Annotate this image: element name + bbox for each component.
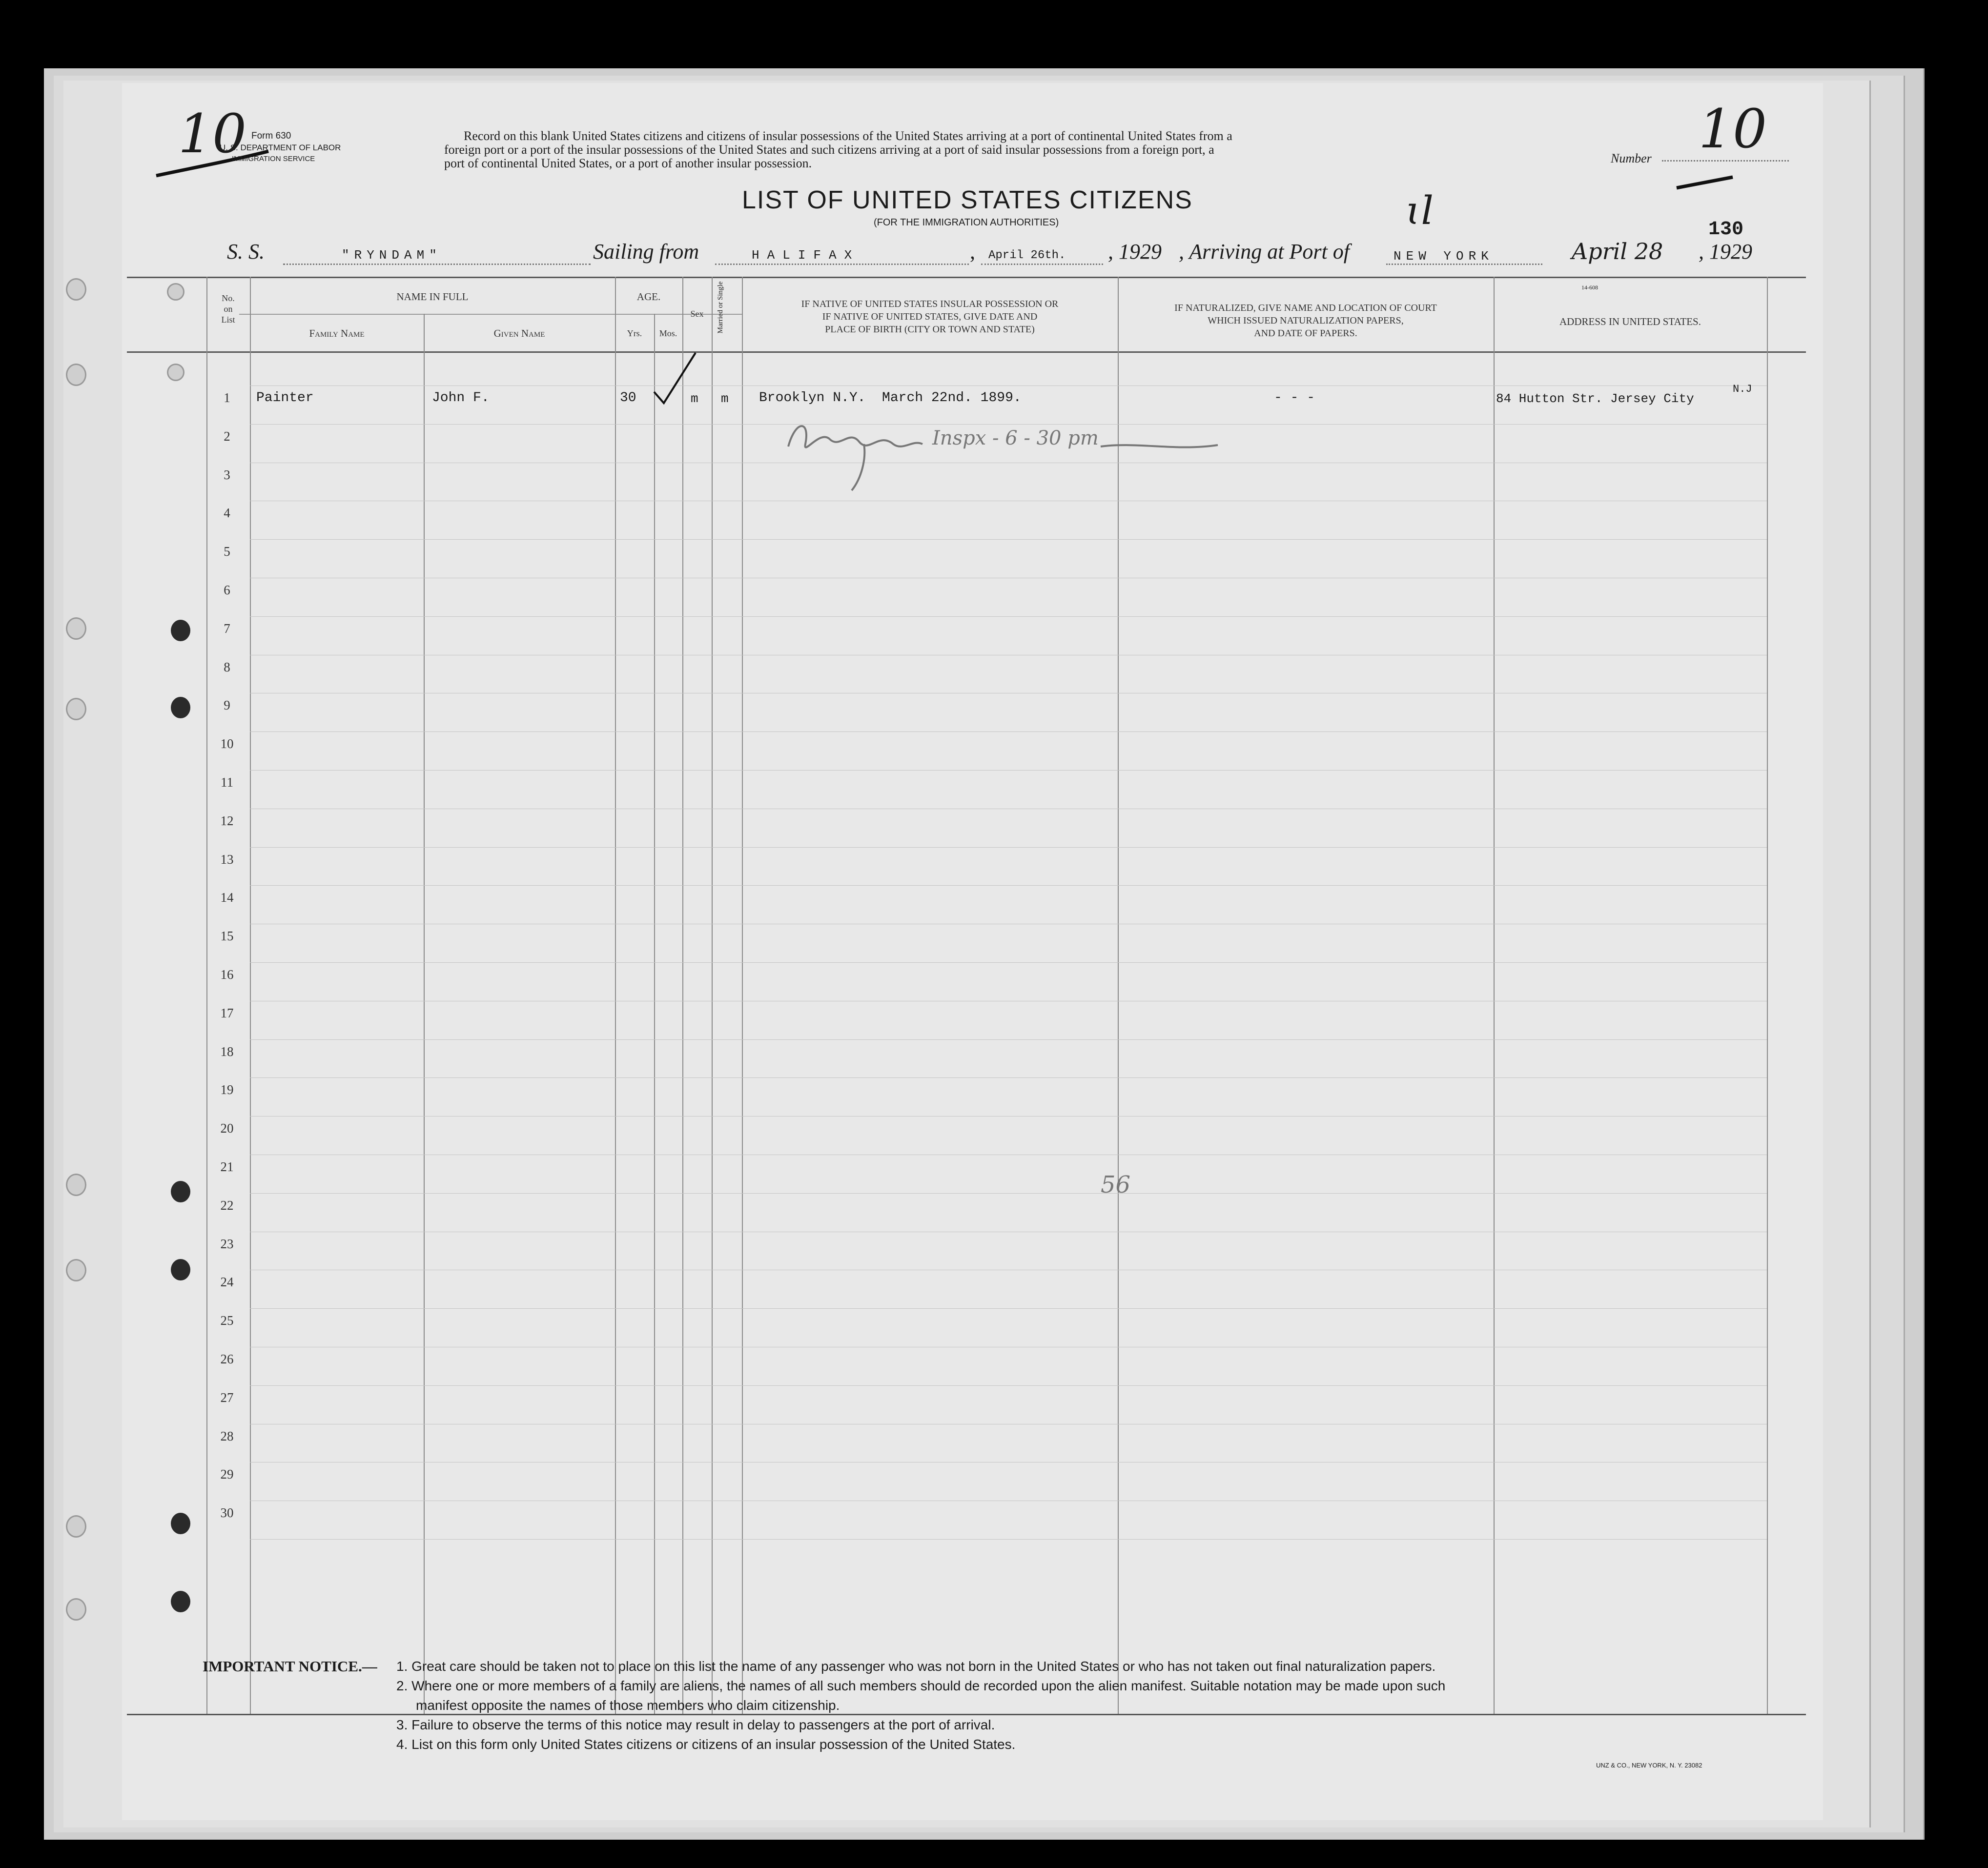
row-number: 24 (220, 1275, 234, 1290)
service: IMMIGRATION SERVICE (232, 155, 315, 163)
ss-label: S. S. (227, 240, 265, 264)
sailing-date: April 26th. (988, 249, 1066, 262)
row1-sex: m (691, 391, 698, 406)
header-age: AGE. (636, 291, 661, 303)
page-mark: 130 (1708, 219, 1744, 241)
corner-mark: 10 (178, 102, 246, 165)
row-number: 7 (224, 621, 230, 636)
row-rule (250, 1077, 1767, 1078)
notice-heading: IMPORTANT NOTICE.— (203, 1658, 377, 1675)
row1-state: N.J (1733, 383, 1752, 395)
row-rule (250, 1539, 1767, 1540)
punch-hole (171, 1513, 190, 1534)
page-check-mark: ɩl (1406, 188, 1434, 233)
number-value: 10 (1699, 98, 1767, 160)
row-number: 11 (221, 775, 233, 790)
header-list: List (221, 315, 235, 325)
column-rule (682, 277, 683, 1714)
punch-hole (171, 697, 190, 718)
row1-address: 84 Hutton Str. Jersey City (1496, 391, 1694, 406)
row-number: 14 (220, 890, 234, 905)
row-number: 19 (220, 1082, 234, 1097)
row1-yrs: 30 (620, 390, 636, 406)
binding-hole (66, 278, 86, 301)
notice-item: 2. Where one or more members of a family are aliens, the names of all such members should de recorded upon the alien manifest. Suitable notation may be made upon such (396, 1678, 1446, 1693)
column-rule (742, 277, 743, 1714)
binding-hole (66, 1598, 86, 1621)
header-bottom-border (127, 351, 1806, 353)
header-no-on-list (206, 293, 250, 325)
form-number: Form 630 (251, 131, 291, 141)
row-number: 13 (220, 852, 234, 867)
notice-item: 1. Great care should be taken not to place on this list the name of any passenger who was not born in the United States or who has not taken out final naturalization papers. (396, 1659, 1436, 1674)
row-rule (250, 731, 1767, 732)
column-rule (424, 314, 425, 1714)
punch-hole (171, 620, 190, 641)
header-native-line: IF NATIVE OF UNITED STATES, GIVE DATE AND (822, 311, 1038, 322)
arrival-year: , 1929 (1699, 240, 1752, 264)
sailing-port: HALIFAX (752, 248, 860, 263)
row-number: 21 (220, 1159, 234, 1174)
column-rule (615, 277, 616, 1714)
sailing-label: Sailing from (593, 240, 699, 264)
instruction-line: port of continental United States, or a port of another insular possession. (444, 156, 812, 170)
header-mos: Mos. (659, 328, 677, 338)
header-on: on (224, 304, 233, 314)
arrival-port-line (1386, 264, 1542, 265)
department: U. S. DEPARTMENT OF LABOR (220, 143, 341, 152)
row-number: 28 (220, 1428, 234, 1443)
column-rule (250, 277, 251, 1714)
column-rule (206, 277, 207, 1714)
binding-hole (66, 1174, 86, 1196)
instruction-line: Record on this blank United States citizens and citizens of insular possessions of the United States arriving at a port of continental United States from a (464, 129, 1232, 143)
record-instruction (444, 129, 1508, 170)
row-number: 17 (220, 1005, 234, 1020)
row-number: 12 (220, 813, 234, 828)
row-rule (250, 616, 1767, 617)
row-number: 5 (224, 544, 230, 559)
header-family-name: Family Name (309, 327, 365, 339)
row-number: 22 (220, 1198, 234, 1213)
row1-given-name: John F. (432, 390, 490, 406)
sailing-port-line (715, 264, 969, 265)
row1-naturalized: - - - (1274, 390, 1315, 406)
row-number: 8 (224, 659, 230, 674)
ship-field-line (283, 264, 591, 265)
row-rule (250, 539, 1767, 540)
number-field-line (1662, 160, 1789, 162)
header-naturalized-line: AND DATE OF PAPERS. (1254, 328, 1357, 339)
row-rule (250, 847, 1767, 848)
row-number: 20 (220, 1121, 234, 1136)
row-number: 29 (220, 1467, 234, 1482)
row1-marital: m (721, 391, 729, 406)
header-naturalized-line: WHICH ISSUED NATURALIZATION PAPERS, (1208, 315, 1404, 326)
binding-hole (66, 617, 86, 640)
header-yrs: Yrs. (627, 328, 642, 338)
column-rule (712, 277, 713, 1714)
punch-hole (171, 1259, 190, 1280)
binding-hole (66, 364, 86, 386)
row-rule (250, 1385, 1767, 1386)
row-number: 10 (220, 736, 234, 751)
number-underline (1674, 173, 1738, 193)
arrival-date: April 28 (1572, 238, 1663, 264)
row-number: 18 (220, 1044, 234, 1059)
punch-hole (171, 1181, 190, 1202)
inspector-signature (781, 410, 927, 493)
row-number: 23 (220, 1236, 234, 1251)
header-address: ADDRESS IN UNITED STATES. (1559, 316, 1701, 327)
binding-hole (66, 1259, 86, 1281)
sailing-year-digit: 9 (1151, 240, 1162, 264)
row-rule (250, 1193, 1767, 1194)
page-subtitle: (FOR THE IMMIGRATION AUTHORITIES) (874, 217, 1059, 228)
row-number: 1 (224, 390, 230, 405)
printer-imprint: UNZ & CO., NEW YORK, N. Y. 23082 (1596, 1762, 1702, 1769)
stamp-note: 14-608 (1581, 284, 1598, 291)
header-sex: Sex (690, 309, 704, 319)
header-no: No. (222, 293, 235, 303)
folio-number: 56 (1101, 1171, 1131, 1198)
row-number: 25 (220, 1313, 234, 1328)
column-rule (1118, 277, 1119, 1714)
punch-hole (167, 364, 184, 381)
row-number: 30 (220, 1505, 234, 1521)
header-native (742, 298, 1118, 336)
column-rule (654, 314, 655, 1714)
binding-hole (66, 1515, 86, 1538)
notice-item: manifest opposite the names of those members who claim citizenship. (416, 1698, 840, 1713)
row1-birth: Brooklyn N.Y. March 22nd. 1899. (759, 390, 1022, 406)
row-number: 26 (220, 1352, 234, 1366)
row-rule (250, 1116, 1767, 1117)
important-notice (203, 1657, 377, 1676)
row-rule (250, 424, 1767, 425)
row-number: 27 (220, 1390, 234, 1405)
table-top-border (127, 277, 1806, 278)
row-rule (250, 962, 1767, 963)
header-naturalized-line: IF NATURALIZED, GIVE NAME AND LOCATION OF COURT (1174, 303, 1437, 313)
header-name-in-full: NAME IN FULL (396, 291, 469, 303)
number-label: Number (1611, 151, 1652, 165)
header-married-single: Married or Single (717, 281, 724, 334)
punch-hole (167, 283, 184, 301)
manifest-page (122, 83, 1823, 1820)
column-rule (1767, 277, 1768, 1714)
notice-item: 3. Failure to observe the terms of this notice may result in delay to passengers at the port of arrival. (396, 1717, 995, 1732)
punch-hole (171, 1591, 190, 1612)
arrival-year-prefix: 192 (1709, 240, 1742, 264)
row-number: 9 (224, 698, 230, 713)
inspector-note-tail (1098, 439, 1220, 454)
row-rule (250, 770, 1767, 771)
column-rule (1494, 277, 1495, 1714)
notice-items (396, 1657, 1445, 1754)
row-number: 2 (224, 428, 230, 444)
sailing-year-prefix: 192 (1119, 240, 1151, 264)
inspector-note: Inspx - 6 - 30 pm (932, 427, 1099, 449)
notice-item: 4. List on this form only United States citizens or citizens of an insular possession of the United States. (396, 1737, 1016, 1752)
header-naturalized (1118, 302, 1494, 340)
row-rule (250, 885, 1767, 886)
arriving-label: , Arriving at Port of (1179, 240, 1350, 264)
row-number: 3 (224, 467, 230, 482)
header-native-line: IF NATIVE OF UNITED STATES INSULAR POSSESSION OR (801, 299, 1059, 309)
binding-hole (66, 698, 86, 720)
row1-family-name: Painter (256, 390, 314, 406)
row-number: 4 (224, 506, 230, 521)
sailing-date-line (981, 264, 1103, 265)
row-rule (250, 1308, 1767, 1309)
sailing-year: , 1929 (1108, 240, 1162, 264)
arrival-port: NEW YORK (1394, 249, 1494, 264)
row-number: 6 (224, 583, 230, 597)
row-number: 16 (220, 967, 234, 982)
comma: , (970, 240, 975, 264)
ship-name: "RYNDAM" (342, 248, 442, 263)
header-native-line: PLACE OF BIRTH (CITY OR TOWN AND STATE) (825, 324, 1035, 335)
arrival-year-digit: 9 (1742, 240, 1752, 264)
subheader-rule (239, 314, 742, 315)
row-rule (250, 1039, 1767, 1040)
instruction-line: foreign port or a port of the insular possessions of the United States and such citizens arriving at a port of said insular possessions from a foreign port, a (444, 142, 1214, 157)
row-number: 15 (220, 929, 234, 944)
page-title: LIST OF UNITED STATES CITIZENS (742, 186, 1193, 214)
header-given-name: Given Name (493, 327, 545, 339)
